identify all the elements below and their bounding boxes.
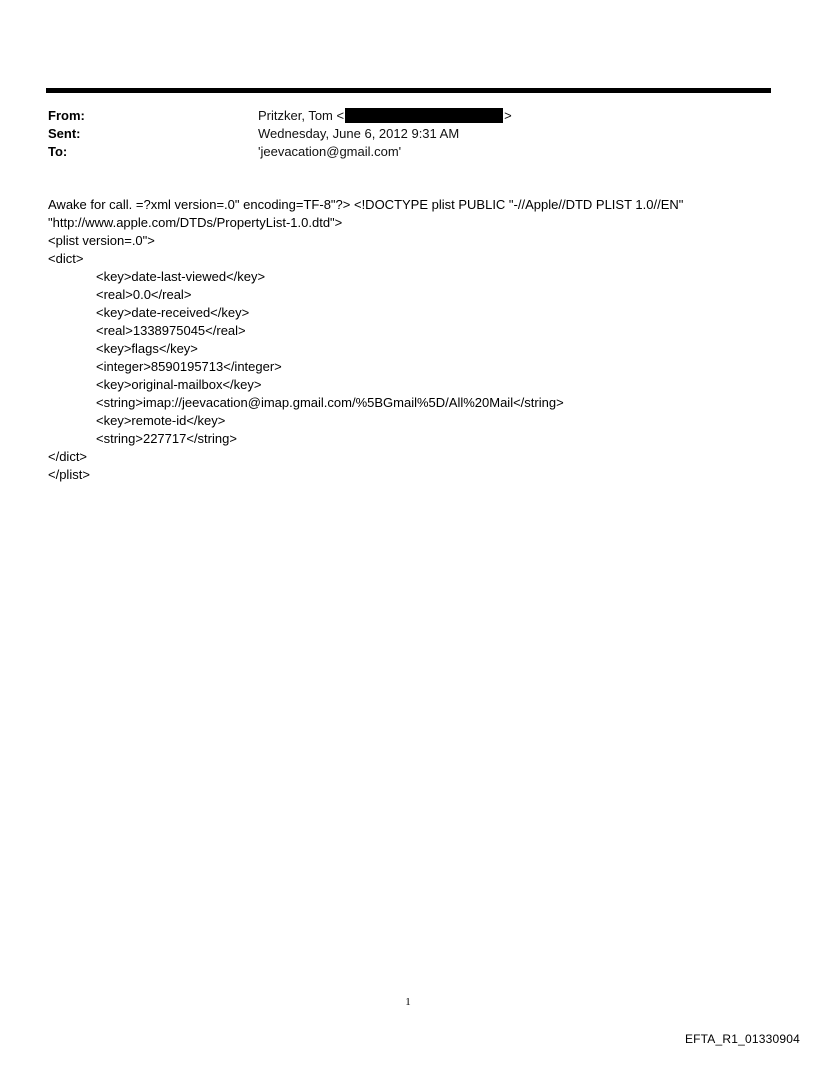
body-line: </dict> bbox=[48, 449, 88, 464]
sent-label: Sent: bbox=[48, 126, 81, 141]
body-line: <real>1338975045</real> bbox=[96, 323, 246, 338]
body-line: </plist> bbox=[48, 467, 90, 482]
body-line: "http://www.apple.com/DTDs/PropertyList-1.0.dtd"> bbox=[48, 215, 343, 230]
body-line: <string>227717</string> bbox=[96, 431, 237, 446]
body-line: <key>original-mailbox</key> bbox=[96, 377, 262, 392]
from-name: Pritzker, Tom < bbox=[258, 108, 345, 123]
body-line: Awake for call. =?xml version=.0" encoding=TF-8"?> <!DOCTYPE plist PUBLIC "-//Apple//DTD PLIST 1.0//EN" bbox=[48, 197, 684, 212]
sent-value: Wednesday, June 6, 2012 9:31 AM bbox=[258, 126, 460, 141]
body-line: <dict> bbox=[48, 251, 84, 266]
to-value: 'jeevacation@gmail.com' bbox=[258, 144, 402, 159]
body-line: <plist version=.0"> bbox=[48, 233, 155, 248]
body-line: <key>flags</key> bbox=[96, 341, 198, 356]
body-line: <key>date-last-viewed</key> bbox=[96, 269, 266, 284]
body-line: <key>date-received</key> bbox=[96, 305, 250, 320]
redaction-box bbox=[345, 108, 503, 123]
body-line: <integer>8590195713</integer> bbox=[96, 359, 282, 374]
email-body bbox=[48, 196, 768, 484]
from-value bbox=[258, 107, 512, 125]
body-line: <key>remote-id</key> bbox=[96, 413, 226, 428]
to-label: To: bbox=[48, 144, 68, 159]
from-label: From: bbox=[48, 108, 85, 123]
document-id: EFTA_R1_01330904 bbox=[684, 1032, 800, 1046]
body-line: <real>0.0</real> bbox=[96, 287, 192, 302]
body-line: <string>imap://jeevacation@imap.gmail.com/%5BGmail%5D/All%20Mail</string> bbox=[96, 395, 564, 410]
header-rule bbox=[46, 88, 771, 93]
page-number: 1 bbox=[405, 996, 411, 1008]
from-suffix: > bbox=[504, 108, 512, 123]
